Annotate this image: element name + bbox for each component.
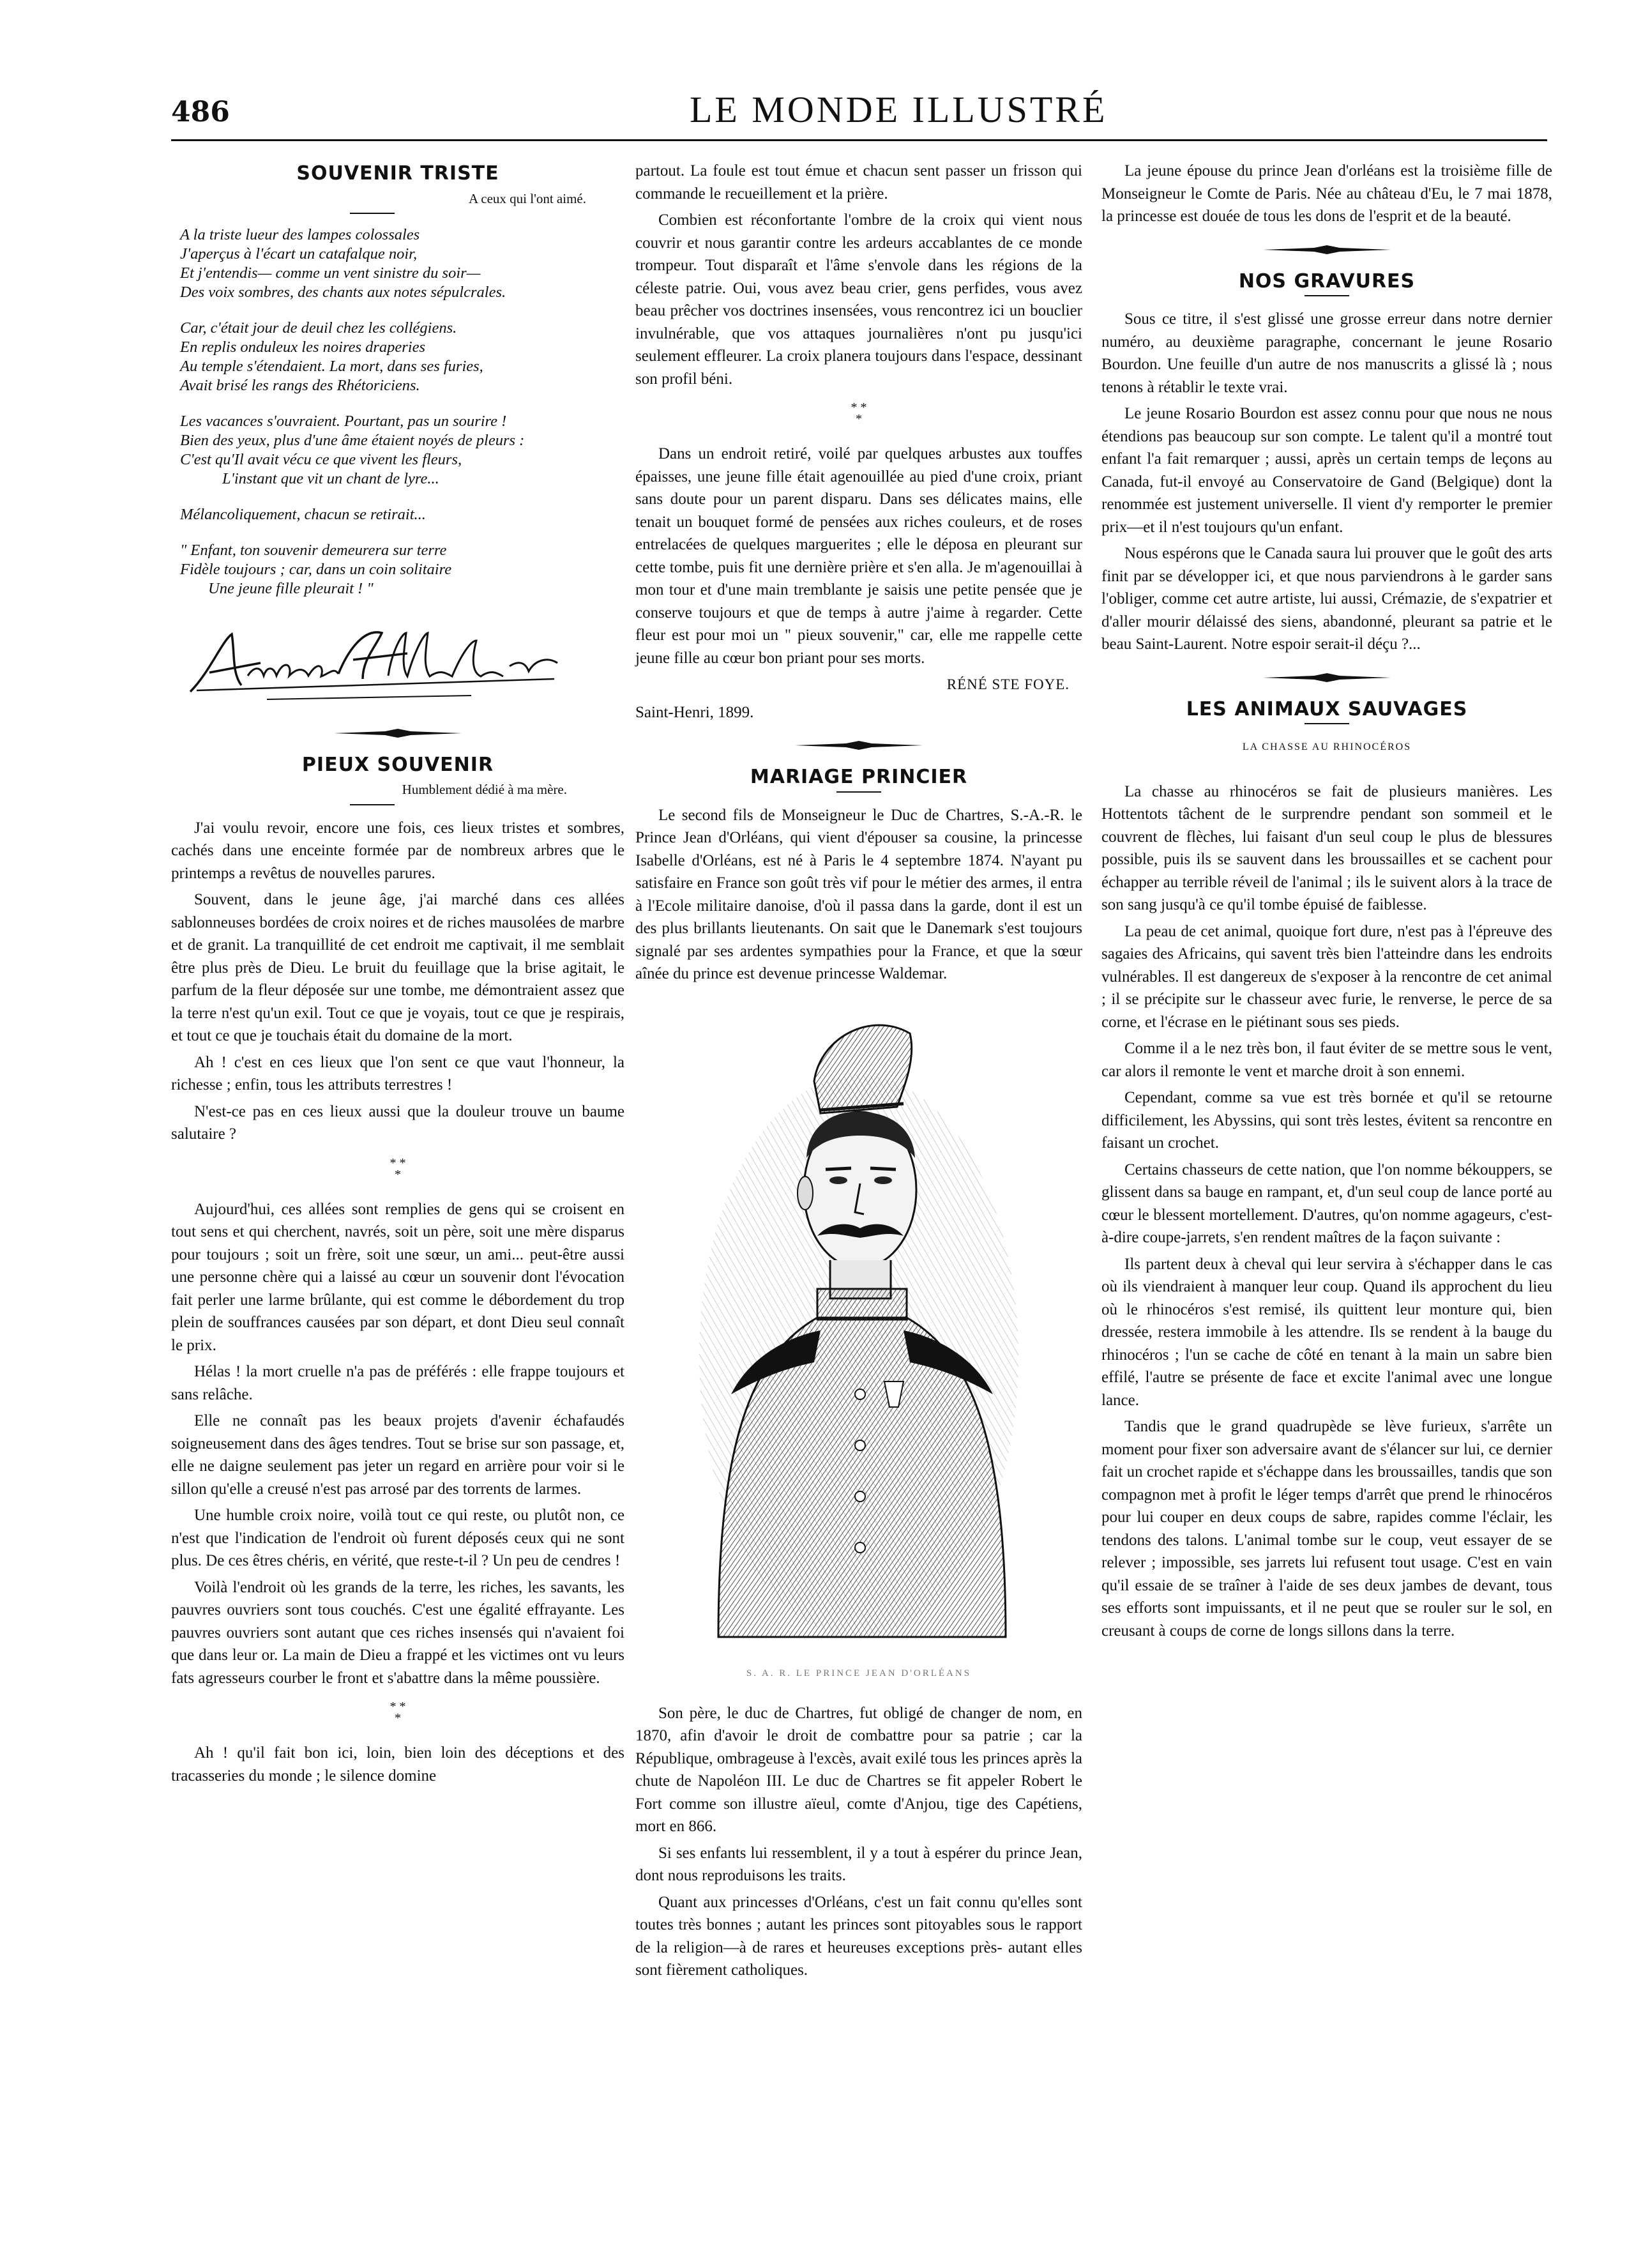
paragraph: partout. La foule est tout émue et chacun sent passer un frisson qui commande le recueillement et la prière. xyxy=(635,162,1082,202)
paragraph: La chasse au rhinocéros se fait de plusieurs manières. Les Hottentots tâchent de le surprendre pendant son sommeil et le couvrent de flèches, lui faisant d'un seul coup le plus de blessures possible, puis ils se sauvent dans les broussailles et se cachent pour échapper au terrible réveil de l'animal ; ils le suivent alors à la trace de son sang jusqu'à ce qu'il tombe épuisé de faiblesse. xyxy=(1101,782,1552,913)
paragraph: Certains chasseurs de cette nation, que l'on nomme békouppers, se glissent dans sa bauge en rampant, et, d'un seul coup de lance porté au cœur le blessent mortellement. D'autres, qu'on nomme agageurs, c'est-à-dire coupe-jarrets, s'en rendent maîtres de la façon suivante : xyxy=(1101,1161,1552,1246)
poem-stanza xyxy=(180,319,624,395)
paragraph: N'est-ce pas en ces lieux aussi que la douleur trouve un baume salutaire ? xyxy=(171,1102,624,1143)
paragraph: Ah ! qu'il fait bon ici, loin, bien loin des déceptions et des tracasseries du monde ; le silence domine xyxy=(171,1744,624,1785)
souvenir-triste-dedication: A ceux qui l'ont aimé. xyxy=(469,190,586,206)
portrait-of-prince-jean-icon xyxy=(693,998,1025,1650)
poem-line: Et j'entendis— comme un vent sinistre du soir— xyxy=(180,264,481,282)
paragraph: Nous espérons que le Canada saura lui prouver que le goût des arts finit par se développer ici, et que nous parviendrons à le garder sans l'obliger, comme cet autre artiste, lui aussi, Crémazie, de s'expatrier et d'aller mourir délaissé des siens, abandonné, pleurant sa patrie et le beau Saint-Laurent. Notre espoir serait-il déçu ?... xyxy=(1101,545,1552,653)
paragraph: Voilà l'endroit où les grands de la terre, les riches, les savants, les pauvres ouvriers sont tous couchés. C'est une égalité effrayante. Les pauvres ouvriers sont autant que ces riches insensés qui n'avaient foi que dans leur or. La main de Dieu a frappé et les victimes ont vu leurs fats agresseurs courber le front et s'abattre dans la même poussière. xyxy=(171,1578,624,1687)
paragraph: Sous ce titre, il s'est glissé une grosse erreur dans notre dernier numéro, au deuxième paragraphe, concernant le jeune Rosario Bourdon. Une feuille d'un autre de nos manuscrits a glissé là ; nous tenons à rétablir le texte vrai. xyxy=(1101,310,1552,396)
poem-stanza xyxy=(180,505,624,524)
title-rule xyxy=(836,791,881,793)
handwritten-signature-icon xyxy=(171,615,580,704)
title-rule xyxy=(350,213,395,214)
paragraph: Tandis que le grand quadrupède se lève furieux, s'arrête un moment pour fixer son adversaire avant de s'élancer sur lui, ce dernier fait un crochet rapide et s'échappe dans les broussailles, tandis que son compagnon met à profit le léger temps d'arrêt que prend le rhinocéros pour lui couper en deux coups de sabre, rapides comme l'éclair, les tendons des talons. L'animal tombe sur le coup, veut essayer de se relever ; impossible, ses jarrets lui refusent tout usage. C'est en vain qu'il essaie de se traîner à l'aide de ses deux jambes de devant, tous ses efforts sont impuissants, et il ne peut que se rouler sur le sol, en creusant à coups de corne de longs sillons dans la terre. xyxy=(1101,1418,1552,1640)
paragraph: Ils partent deux à cheval qui leur servira à s'échapper dans le cas où ils viendraient à manquer leur coup. Quand ils approchent du lieu où le rhinocéros s'est remisé, ils quittent leur monture qui, bien dressée, restera immobile à les attendre. Ils se rendent à la bauge du rhinocéros ; l'un se cache de côté en tenant à la main un sabre bien effilé, l'autre se présente de face et excite l'animal avec une longue lance. xyxy=(1101,1255,1552,1409)
mariage-princier-title: MARIAGE PRINCIER xyxy=(750,766,968,788)
ornament-divider-icon xyxy=(795,740,923,750)
header-rule xyxy=(171,139,1547,141)
poem-line: A la triste lueur des lampes colossales xyxy=(180,226,420,243)
poem-line: Une jeune fille pleurait ! " xyxy=(208,580,374,597)
poem-line: Avait brisé les rangs des Rhétoriciens. xyxy=(180,377,420,394)
paragraph: Souvent, dans le jeune âge, j'ai marché dans ces allées sablonneuses bordées de croix noires et de riches mausolées de marbre et de granit. La tranquillité de cet endroit me captivait, il me semblait être plus près de Dieu. Le bruit du feuillage que la brise agitait, le parfum de la fleur déposée sur une tombe, me démontraient assez que la terre n'est qu'un exil. Tout ce que je voyais, tout ce que je respirais, et tout ce que je touchais était du domaine de la mort. xyxy=(171,891,624,1044)
column-right xyxy=(1101,160,1552,1646)
asterism-icon: * * * xyxy=(390,1155,406,1182)
poem-line: Des voix sombres, des chants aux notes sépulcrales. xyxy=(180,284,506,301)
paragraph: Cependant, comme sa vue est très bornée et qu'il se retourne difficilement, les Abyssins, qui sont très lestes, évitent sa rencontre en faisant un crochet. xyxy=(1101,1089,1552,1152)
animaux-sauvages-subtitle: LA CHASSE AU RHINOCÉROS xyxy=(1242,742,1412,752)
masthead: LE MONDE ILLUSTRÉ xyxy=(690,89,1108,130)
article-place-date: Saint-Henri, 1899. xyxy=(635,703,754,721)
poem-line: Les vacances s'ouvraient. Pourtant, pas un sourire ! xyxy=(180,413,507,430)
poem-line: Bien des yeux, plus d'une âme étaient noyés de pleurs : xyxy=(180,432,525,449)
ornament-divider-icon xyxy=(1263,673,1391,683)
poem-line: Mélancoliquement, chacun se retirait... xyxy=(180,506,426,523)
pieux-souvenir-dedication: Humblement dédié à ma mère. xyxy=(402,782,567,797)
ornament-divider-icon xyxy=(1263,245,1391,255)
animaux-sauvages-title: LES ANIMAUX SAUVAGES xyxy=(1186,697,1468,720)
signature xyxy=(171,615,624,712)
asterism-icon: * * * xyxy=(390,1700,406,1725)
portrait-engraving xyxy=(693,998,1025,1657)
paragraph: Dans un endroit retiré, voilé par quelques arbustes aux touffes épaisses, une jeune fille était agenouillée au pied d'une croix, priant sans doute pour un parent disparu. Dans ses délicates mains, elle tenait un bouquet formé de pensées aux riches couleurs, et de roses entrelacées de quelques marguerites ; elle le déposa en pleurant sur cette tombe, puis fit une dernière prière et s'en alla. Je m'agenouillai à mon tour et d'une main tremblante je saisis une petite pensée que je conserve toujours et que de temps à autre j'aime à regarder. Cette fleur est pour moi un " pieux souvenir," car, elle me rappelle cette jeune fille au cœur bon priant pour ses morts. xyxy=(635,445,1082,667)
poem-line: Fidèle toujours ; car, dans un coin solitaire xyxy=(180,561,452,578)
poem-line: Au temple s'étendaient. La mort, dans ses furies, xyxy=(180,358,483,375)
paragraph: Aujourd'hui, ces allées sont remplies de gens qui se croisent en tout sens et qui cherchent, navrés, soit un père, soit une mère disparus pour toujours ; soit un frère, soit une sœur, un ami... peut-être aussi une personne chère qui a laissé au cœur un souvenir dont l'évocation fait perler une larme brûlante, qui est comme le débordement du trop plein de souffrances causées par son départ, et dont Dieu seul connaît le prix. xyxy=(171,1200,624,1354)
paragraph: Elle ne connaît pas les beaux projets d'avenir échafaudés soigneusement dans des âges tendres. Tout se brise sur son passage, et, elle ne daigne seulement pas jeter un regard en arrière pour voir si le sillon qu'elle a creusé n'est pas arrosé par des torrents de larmes. xyxy=(171,1412,624,1498)
portrait-caption: S. A. R. LE PRINCE JEAN D'ORLÉANS xyxy=(746,1668,972,1678)
poem-stanza xyxy=(180,541,624,598)
paragraph: Le second fils de Monseigneur le Duc de Chartres, S.-A.-R. le Prince Jean d'Orléans, qui vient d'épouser sa cousine, la princesse Isabelle d'Orléans, est né à Paris le 4 septembre 1874. N'ayant pu satisfaire en France son goût très vif pour le métier des armes, il entra à l'Ecole militaire danoise, d'où il passa dans la garde, dont il est un des plus brillants lieutenants. On sait que le Danemark s'est toujours signalé par ses ardentes sympathies pour la France, et que la sœur aînée du prince est devenue princesse Waldemar. xyxy=(635,806,1082,982)
article-author: RÉNÉ STE FOYE. xyxy=(946,676,1070,692)
paragraph: Ah ! c'est en ces lieux que l'on sent ce que vaut l'honneur, la richesse ; enfin, tous les attributs terrestres ! xyxy=(171,1053,624,1093)
column-middle xyxy=(635,160,1082,1986)
poem-line: " Enfant, ton souvenir demeurera sur terre xyxy=(180,542,447,559)
title-rule xyxy=(1305,723,1349,724)
paragraph: Son père, le duc de Chartres, fut obligé de changer de nom, en 1870, afin d'avoir le droit de combattre pour sa patrie ; car la République, ombrageuse à l'excès, avait exilé tous les princes après la chute de Napoléon III. Le duc de Chartres se fit appeler Robert le Fort comme son illustre aïeul, comte d'Anjou, tige des Capétiens, mort en 866. xyxy=(635,1704,1082,1835)
paragraph: La jeune épouse du prince Jean d'orléans est la troisième fille de Monseigneur le Comte de Paris. Née au château d'Eu, le 7 mai 1878, la princesse est douée de tous les dons de l'esprit et de la beauté. xyxy=(1101,162,1552,225)
column-left xyxy=(171,160,624,1791)
paragraph: J'ai voulu revoir, encore une fois, ces lieux tristes et sombres, cachés dans une enceinte formée par de nombreux arbres que le printemps a revêtus de nouvelles parures. xyxy=(171,819,624,882)
souvenir-triste-title: SOUVENIR TRISTE xyxy=(296,162,499,185)
asterism-icon: * * * xyxy=(851,400,867,426)
paragraph: Une humble croix noire, voilà tout ce qui reste, ou plutôt non, ce n'est que l'indication de l'endroit où furent déposés ceux qui ne sont plus. De ces êtres chéris, en vérité, que reste-t-il ? Un peu de cendres ! xyxy=(171,1507,624,1569)
paragraph: Si ses enfants lui ressemblent, il y a tout à espérer du prince Jean, dont nous reproduisons les traits. xyxy=(635,1844,1082,1884)
paragraph: Comme il a le nez très bon, il faut éviter de se mettre sous le vent, car alors il remonte le vent et marche droit à son ennemi. xyxy=(1101,1040,1552,1080)
poem-line: Car, c'était jour de deuil chez les collégiens. xyxy=(180,319,457,337)
title-rule xyxy=(350,804,395,805)
paragraph: Combien est réconfortante l'ombre de la croix qui vient nous couvrir et nous garantir contre les ardeurs accablantes de ce monde trompeur. Tout disparaît et l'âme s'envole dans les régions de la céleste patrie. Oui, vous avez beau crier, gens perfides, vous avez beau prêcher vos doctrines insensées, vous rencontrez ici un bouclier invulnérable, que vos attaques journalières n'ont pu jusqu'ici seulement effleurer. La croix planera toujours dans l'espace, dessinant son profil béni. xyxy=(635,211,1082,388)
title-rule xyxy=(1305,295,1349,296)
poem xyxy=(180,225,624,598)
poem-stanza xyxy=(180,225,624,302)
paragraph: Le jeune Rosario Bourdon est assez connu pour que nous ne nous étendions pas beaucoup sur son compte. Le talent qu'il a montré tout enfant l'a fait remarquer ; aussi, après un certain temps de leçons au Canada, fut-il envoyé au Conservatoire de Gand (Belgique) dont la renommée est justement universelle. Il vient d'y remporter le premier prix—et il n'est toujours qu'un enfant. xyxy=(1101,405,1552,536)
poem-line: C'est qu'Il avait vécu ce que vivent les fleurs, xyxy=(180,451,462,468)
poem-line: L'instant que vit un chant de lyre... xyxy=(222,470,439,487)
page-number: 486 xyxy=(171,96,230,128)
poem-line: En replis onduleux les noires draperies xyxy=(180,339,426,356)
poem-line: J'aperçus à l'écart un catafalque noir, xyxy=(180,245,418,263)
nos-gravures-title: NOS GRAVURES xyxy=(1238,270,1416,293)
paragraph: Quant aux princesses d'Orléans, c'est un fait connu qu'elles sont toutes très bonnes ; autant les princes sont pitoyables sous le rapport de la religion—à de rares et heureuses exceptions près- autant elles sont fièrement catholiques. xyxy=(635,1893,1082,1979)
paragraph: La peau de cet animal, quoique fort dure, n'est pas à l'épreuve des sagaies des Africains, qui savent très bien l'atteindre dans les endroits vulnérables. Il est dangereux de s'exposer à la rencontre de cet animal ; il se précipite sur le chasseur avec furie, le renverse, le perce de sa corne, et l'écrase en le piétinant sous ses pieds. xyxy=(1101,922,1552,1031)
ornament-divider-icon xyxy=(334,728,462,738)
poem-stanza xyxy=(180,412,624,489)
paragraph: Hélas ! la mort cruelle n'a pas de préférés : elle frappe toujours et sans relâche. xyxy=(171,1363,624,1403)
pieux-souvenir-title: PIEUX SOUVENIR xyxy=(301,753,494,776)
